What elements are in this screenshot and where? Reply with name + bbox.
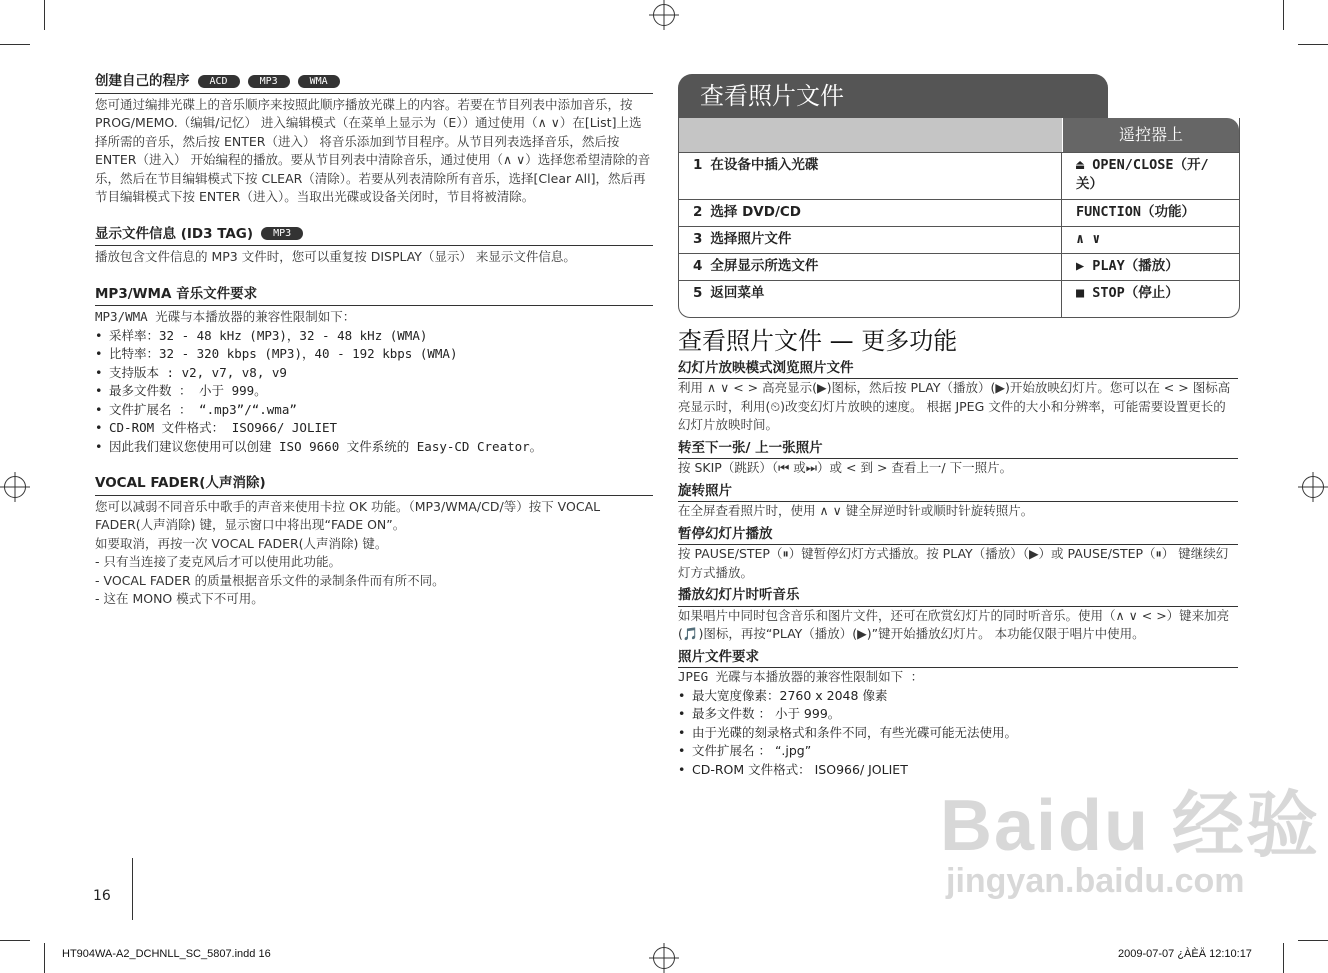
left-column [95,72,653,609]
list-item: • CD-ROM 文件格式： ISO966/ JOLIET [678,761,1238,780]
crop-mark [1283,943,1284,973]
remote-key: ∧ ∨ [1076,231,1101,247]
list-item: • 因此我们建议您使用可以创建 ISO 9660 文件系统的 Easy-CD Creator。 [95,438,653,457]
subsection-body: 在全屏查看照片时，使用 ∧ ∨ 键全屏逆时针或顺时针旋转照片。 [678,503,1034,518]
subsection-title: 照片文件要求 [678,648,1238,669]
subsection-body: 利用 ∧ ∨ < > 高亮显示(▶)图标，然后按 PLAY（播放）(▶)开始放映幻灯片。您可以在 < > 图标高亮显示时，利用(⏲)改变幻灯片放映的速度。 根据 JPEG 文件的大小和分辨率，可能需要设置更长的幻灯片放映时间。 [678,380,1231,432]
table-row [679,152,1239,199]
remote-key: FUNCTION（功能） [1076,204,1196,220]
format-badge: ACD [198,75,240,88]
subsection-title: 暂停幻灯片播放 [678,525,1238,546]
format-badge: MP3 [261,227,303,240]
section-line: 如要取消，再按一次 VOCAL FADER(人声消除) 键。 [95,535,388,551]
list-item: • 比特率：32 - 320 kbps (MP3)，40 - 192 kbps (WMA) [95,345,653,364]
section-heading [95,474,653,496]
subsection-title: 旋转照片 [678,482,1238,503]
list-item: • 文件扩展名 ： “.jpg” [678,742,1238,761]
section-intro: MP3/WMA 光碟与本播放器的兼容性限制如下： [95,309,356,324]
crop-mark [1298,940,1328,941]
registration-mark-icon [653,947,675,969]
section-line: - VOCAL FADER 的质量根据音乐文件的录制条件而有所不同。 [95,572,445,588]
step-number: 5 [693,285,703,301]
step-label: 全屏显示所选文件 [710,258,819,274]
steps-table [678,118,1240,318]
list-item: • 采样率：32 - 48 kHz (MP3)，32 - 48 kHz (WMA) [95,327,653,346]
step-label: 返回菜单 [710,285,765,301]
section-heading [95,285,653,307]
section-body: 您可通过编排光碟上的音乐顺序来按照此顺序播放光碟上的内容。若要在节目列表中添加音乐，按 PROG/MEMO.（编辑/记忆） 进入编辑模式（在菜单上显示为（E））通过使用（∧ ∨）在[List]上选择所需的音乐，然后按 ENTER（进入） 将音乐添加到节目程序。从节目列表选择音乐，然后按 ENTER（进入） 开始编程的播放。要从节目列表中清除音乐，通过使用（∧ ∨）选择您希望清除的音乐，然后在节目编辑模式下按 CLEAR（清除）。若要从列表清除所有音乐，选择[Clear All]，然后再节目编辑模式下按 ENTER（进入）。当取出光碟或设备关闭时，节目将被清除。 [95,96,651,204]
right-column [678,74,1238,779]
list-item: • 文件扩展名 ： “.mp3”/“.wma” [95,401,653,420]
step-number: 4 [693,258,703,274]
crop-mark [1283,0,1284,30]
section-intro: JPEG 光碟与本播放器的兼容性限制如下 ： [678,669,924,684]
watermark-line: jingyan.baidu.com [946,862,1245,900]
list-item: • 最多文件数 ： 小于 999。 [678,705,1238,724]
page-number: 16 [93,888,111,904]
page-gutter-line [132,858,133,920]
section-heading [95,225,653,247]
table-row [679,199,1239,226]
step-label: 选择照片文件 [710,231,792,247]
list-item: • 最多文件数 ： 小于 999。 [95,382,653,401]
registration-mark-icon [4,476,26,498]
subsection-body: 按 SKIP（跳跃）（⏮ 或⏭）或 < 到 > 查看上一/ 下一照片。 [678,460,1013,475]
subsection-title: 转至下一张/ 上一张照片 [678,439,1238,460]
subsection-title: 幻灯片放映模式浏览照片文件 [678,359,1238,380]
table-row [679,280,1239,317]
table-row [679,226,1239,253]
section-line: - 这在 MONO 模式下不可用。 [95,591,264,606]
registration-mark-icon [1302,476,1324,498]
baidu-watermark [940,786,1321,900]
table-header [679,118,1239,152]
section-line: 您可以减弱不同音乐中歌手的声音来使用卡拉 OK 功能。（MP3/WMA/CD/等）按下 VOCAL FADER(人声消除) 键，显示窗口中将出现“FADE ON”。 [95,498,601,532]
footer-timestamp: 2009-07-07 ¿ÀÈÄ 12:10:17 [1118,948,1252,960]
list-item: • 支持版本 : v2, v7, v8, v9 [95,364,653,383]
section-line: - 只有当连接了麦克风后才可以使用此功能。 [95,554,341,569]
watermark-line: Baidu 经验 [940,786,1321,866]
list-item: • 最大宽度像素：2760 x 2048 像素 [678,687,1238,706]
step-number: 2 [693,204,703,220]
section-heading [95,72,653,94]
requirement-list [95,327,653,457]
step-label: 选择 DVD/CD [710,204,802,220]
section-title: MP3/WMA 音乐文件要求 [95,285,258,302]
step-number: 3 [693,231,703,247]
subsection-title: 播放幻灯片时听音乐 [678,586,1238,607]
table-header-remote: 遥控器上 [1063,118,1239,152]
section-title: 创建自己的程序 [95,73,190,89]
step-label: 在设备中插入光碟 [710,157,819,173]
footer-filename: HT904WA-A2_DCHNLL_SC_5807.indd 16 [62,948,271,960]
registration-mark-icon [653,4,675,26]
requirement-list [678,687,1238,780]
section-body: 播放包含文件信息的 MP3 文件时，您可以重复按 DISPLAY（显示） 来显示文件信息。 [95,249,576,264]
section-big-title: 查看照片文件 — 更多功能 [678,327,958,355]
format-badge: WMA [298,75,340,88]
subsection-body: 按 PAUSE/STEP（⏸）键暂停幻灯方式播放。按 PLAY（播放）（▶）或 PAUSE/STEP（⏸） 键继续幻灯方式播放。 [678,546,1229,580]
section-title: 显示文件信息 (ID3 TAG) [95,225,254,242]
crop-mark [44,0,45,30]
subsection-body: 如果唱片中同时包含音乐和图片文件，还可在欣赏幻灯片的同时听音乐。使用（∧ ∨ < >）键来加亮(🎵)图标，再按“PLAY（播放）(▶)”键开始播放幻灯片。 本功能仅限于唱片中使用。 [678,607,1230,641]
crop-mark [0,44,30,45]
page-title-tab: 查看照片文件 [678,74,1108,118]
crop-mark [0,940,30,941]
format-badge: MP3 [248,75,290,88]
list-item: • 由于光碟的刻录格式和条件不同，有些光碟可能无法使用。 [678,724,1238,743]
remote-key: ⏏ OPEN/CLOSE（开/关） [1076,157,1209,192]
crop-mark [44,943,45,973]
remote-key: ■ STOP（停止） [1076,285,1179,301]
section-title: VOCAL FADER(人声消除) [95,475,266,491]
remote-key: ▶ PLAY（播放） [1076,258,1179,274]
step-number: 1 [693,157,703,173]
table-row [679,253,1239,280]
list-item: • CD-ROM 文件格式： ISO966/ JOLIET [95,419,653,438]
crop-mark [1298,44,1328,45]
